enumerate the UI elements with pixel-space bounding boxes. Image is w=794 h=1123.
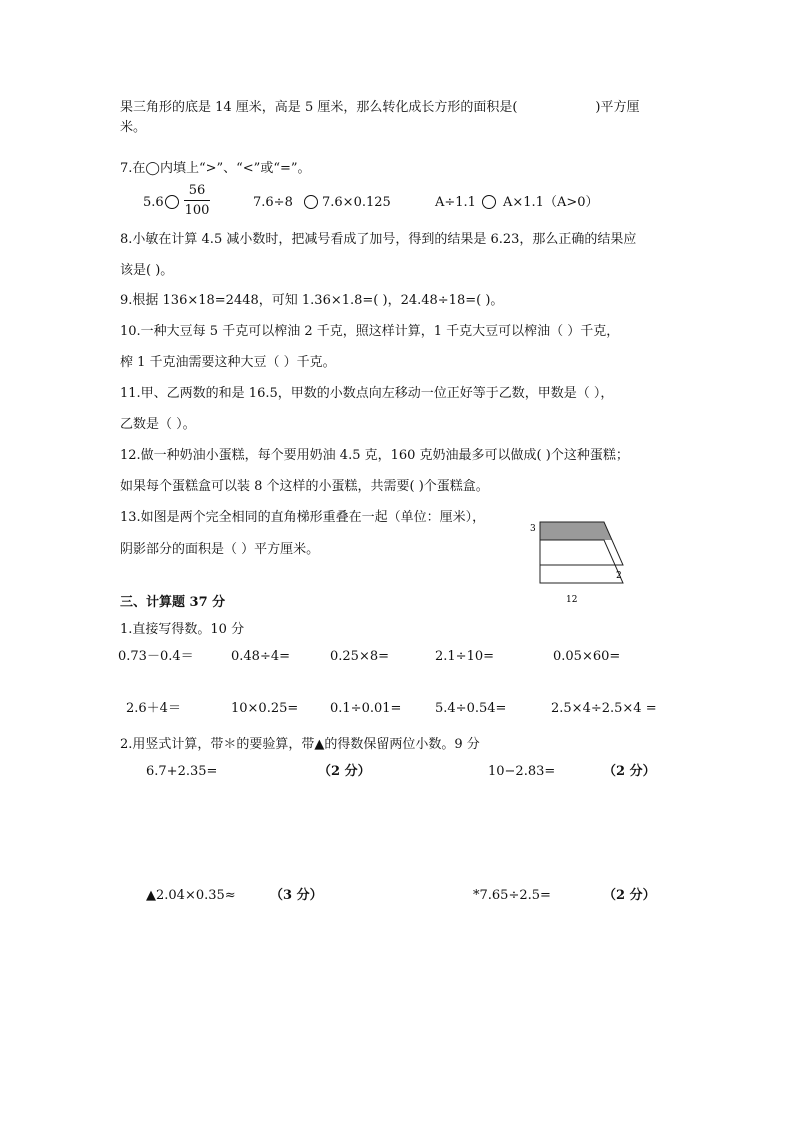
- direct-r1-c1: 0.73－0.4＝: [118, 649, 194, 664]
- direct-r2-c2: 10×0.25=: [231, 701, 299, 716]
- direct-r2-c1: 2.6＋4＝: [126, 701, 181, 716]
- q10-line2: 榨 1 千克油需要这种大豆（ ）千克。: [120, 355, 336, 370]
- q6-line1: [120, 101, 640, 114]
- direct-r2-c5: 2.5×4÷2.5×4 =: [551, 701, 657, 716]
- q11-line1: 11.甲、乙两数的和是 16.5，甲数的小数点向左移动一位正好等于乙数，甲数是（ ），: [120, 386, 614, 401]
- q12-line2: 如果每个蛋糕盒可以装 8 个这样的小蛋糕，共需要( )个蛋糕盒。: [120, 479, 489, 494]
- q13-line2: 阴影部分的面积是（ ）平方厘米。: [120, 542, 320, 557]
- vertical-p4-score: （2 分）: [603, 888, 656, 903]
- q7-item1-left: 5.6: [143, 195, 164, 210]
- compare-circle-1[interactable]: [165, 195, 179, 209]
- q7-item2-right: 7.6×0.125: [322, 195, 391, 210]
- vertical-p4: *7.65÷2.5=: [473, 888, 551, 903]
- direct-r1-c5: 0.05×60=: [553, 649, 621, 664]
- direct-title: 1.直接写得数。10 分: [120, 622, 245, 637]
- direct-r1-c3: 0.25×8=: [330, 649, 390, 664]
- frac-bar: [184, 200, 210, 201]
- q6-line2: 米。: [120, 120, 147, 135]
- q10-line1: 10.一种大豆每 5 千克可以榨油 2 千克，照这样计算，1 千克大豆可以榨油（ ）千克，: [120, 324, 620, 339]
- direct-r1-c2: 0.48÷4=: [231, 649, 291, 664]
- q12-line1: 12.做一种奶油小蛋糕，每个要用奶油 4.5 克，160 克奶油最多可以做成( )个这种蛋糕；: [120, 448, 629, 463]
- q8-line2: 该是( )。: [120, 263, 174, 278]
- label-2: 2: [616, 571, 622, 581]
- section3-title: 三、计算题 37 分: [120, 595, 226, 610]
- trapezoid-diagram: [526, 514, 630, 606]
- q7-item2-left: 7.6÷8: [253, 195, 293, 210]
- vertical-p3: ▲2.04×0.35≈: [146, 888, 236, 903]
- vertical-title: 2.用竖式计算，带＊的要验算，带▲的得数保留两位小数。9 分: [120, 737, 480, 752]
- q7-stem: 7.在◯内填上“>”、“<”或“=”。: [120, 161, 311, 176]
- label-3: 3: [530, 524, 536, 534]
- vertical-p2: 10−2.83=: [488, 764, 556, 779]
- vertical-p1-score: （2 分）: [318, 764, 371, 779]
- compare-circle-2[interactable]: [304, 195, 318, 209]
- q6-line1-text: 果三角形的底是 14 厘米，高是 5 厘米，那么转化成长方形的面积是(: [120, 100, 518, 115]
- q13-line1: 13.如图是两个完全相同的直角梯形重叠在一起（单位：厘米），: [120, 510, 486, 525]
- frac-denominator: 100: [184, 203, 210, 218]
- vertical-p1: 6.7+2.35=: [146, 764, 218, 779]
- q6-line1-tail: )平方厘: [595, 100, 640, 115]
- vertical-p2-score: （2 分）: [603, 764, 656, 779]
- q9-line1: 9.根据 136×18=2448，可知 1.36×1.8=( )，24.48÷18=( )。: [120, 293, 504, 308]
- q11-line2: 乙数是（ ）。: [120, 417, 196, 432]
- vertical-p3-score: （3 分）: [270, 888, 323, 903]
- overlap-region: [540, 540, 623, 565]
- direct-r2-c3: 0.1÷0.01=: [330, 701, 402, 716]
- q8-line1: 8.小敏在计算 4.5 减小数时，把减号看成了加号，得到的结果是 6.23，那么正确的结果应: [120, 232, 637, 247]
- direct-r2-c4: 5.4÷0.54=: [435, 701, 507, 716]
- q7-item3-right: A×1.1（A>0）: [503, 195, 599, 210]
- compare-circle-3[interactable]: [482, 195, 496, 209]
- q7-item3-left: A÷1.1: [435, 195, 476, 210]
- label-12: 12: [566, 595, 578, 605]
- fraction-56-100: [184, 184, 210, 217]
- direct-r1-c4: 2.1÷10=: [435, 649, 495, 664]
- frac-numerator: 56: [188, 183, 206, 198]
